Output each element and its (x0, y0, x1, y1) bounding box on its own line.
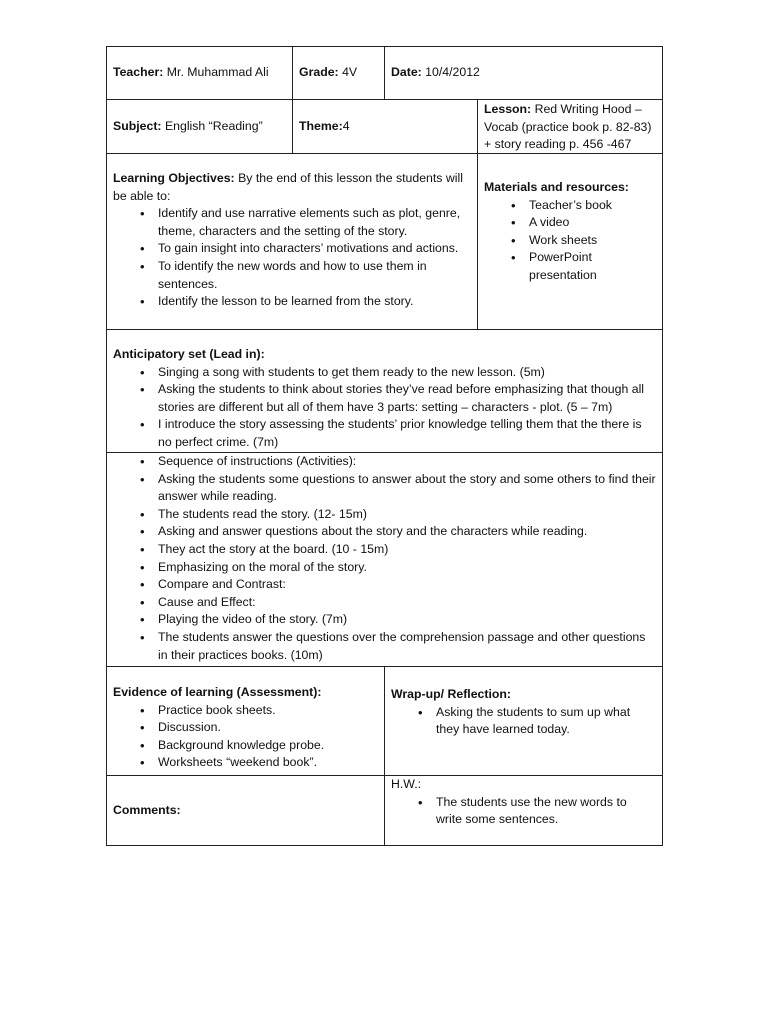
materials-list (484, 197, 656, 285)
anticipatory-list (113, 364, 656, 452)
wrapup-label: Wrap-up/ Reflection: (391, 687, 512, 701)
list-item: • Discussion. (113, 719, 378, 737)
list-item: • Playing the video of the story. (7m) (113, 611, 656, 629)
list-item: • They act the story at the board. (10 - 15m) (113, 541, 656, 559)
list-item: • A video (484, 214, 656, 232)
list-item: • Asking the students some questions to answer about the story and some others to find their answer while reading. (113, 471, 656, 506)
grade-label: Grade: (299, 65, 339, 80)
comments-label: Comments: (113, 802, 181, 817)
objectives-label: Learning Objectives: (113, 171, 235, 185)
date-cell (384, 46, 663, 100)
list-item: • The students use the new words to write some sentences. (391, 794, 656, 829)
list-item: • Asking and answer questions about the story and the characters while reading. (113, 523, 656, 541)
anticipatory-cell (106, 329, 663, 453)
list-item: • Asking the students to sum up what they have learned today. (391, 704, 656, 739)
list-item: • PowerPoint presentation (484, 249, 656, 284)
list-item: • Identify and use narrative elements such as plot, genre, theme, characters and the setting of the story. (113, 205, 471, 240)
theme-label: Theme: (299, 118, 343, 133)
subject-value: English “Reading” (164, 118, 263, 133)
list-item: • I introduce the story assessing the students’ prior knowledge telling them that the there is no perfect crime. (7m) (113, 416, 656, 451)
lesson-line3: + story reading p. 456 -467 (484, 137, 632, 152)
list-item: • The students read the story. (12- 15m) (113, 506, 656, 524)
activities-list (113, 453, 656, 664)
grade-value: 4V (342, 65, 358, 80)
list-item: • Asking the students to think about stories they’ve read before emphasizing that though all stories are different but all of them have 3 parts: setting – characters - plot. (5 – 7m) (113, 381, 656, 416)
lesson-line2: Vocab (practice book p. 82-83) (484, 119, 652, 134)
objectives-intro: By the end of this lesson the students will (238, 171, 463, 185)
list-item: • Sequence of instructions (Activities): (113, 453, 656, 471)
theme-cell (292, 99, 478, 154)
objectives-cell (106, 153, 478, 330)
materials-label: Materials and resources: (484, 180, 629, 194)
wrapup-cell (384, 666, 663, 776)
comments-cell (106, 775, 385, 846)
homework-list (391, 794, 656, 829)
list-item: • Work sheets (484, 232, 656, 250)
objectives-list (113, 205, 471, 311)
list-item: • Identify the lesson to be learned from the story. (113, 293, 471, 311)
list-item: • Singing a song with students to get them ready to the new lesson. (5m) (113, 364, 656, 382)
materials-cell (477, 153, 663, 330)
list-item: • To identify the new words and how to use them in sentences. (113, 258, 471, 293)
teacher-label: Teacher: (113, 65, 164, 80)
list-item: • Background knowledge probe. (113, 737, 378, 755)
list-item: • Compare and Contrast: (113, 576, 656, 594)
lesson-cell (477, 99, 663, 154)
assessment-cell (106, 666, 385, 776)
objectives-intro-2: be able to: (113, 188, 171, 203)
list-item: • Emphasizing on the moral of the story. (113, 559, 656, 577)
grade-cell (292, 46, 385, 100)
anticipatory-label: Anticipatory set (Lead in): (113, 347, 265, 361)
teacher-cell (106, 46, 293, 100)
list-item: • Cause and Effect: (113, 594, 656, 612)
activities-cell (106, 452, 663, 667)
subject-label: Subject: (113, 118, 162, 133)
list-item: • Worksheets “weekend book”. (113, 754, 378, 772)
list-item: • Practice book sheets. (113, 702, 378, 720)
date-label: Date: (391, 65, 422, 80)
lesson-label: Lesson: (484, 102, 532, 116)
list-item: • Teacher’s book (484, 197, 656, 215)
list-item: • To gain insight into characters’ motivations and actions. (113, 240, 471, 258)
date-value: 10/4/2012 (425, 65, 480, 80)
assessment-label: Evidence of learning (Assessment): (113, 685, 322, 699)
teacher-value: Mr. Muhammad Ali (166, 65, 269, 80)
assessment-list (113, 702, 378, 772)
lesson-line1: Red Writing Hood – (534, 102, 642, 116)
homework-label: H.W.: (391, 777, 422, 791)
subject-cell (106, 99, 293, 154)
list-item: • The students answer the questions over the comprehension passage and other questions in their practices books. (10m) (113, 629, 656, 664)
wrapup-list (391, 704, 656, 739)
theme-value: 4 (342, 118, 350, 133)
homework-cell (384, 775, 663, 846)
